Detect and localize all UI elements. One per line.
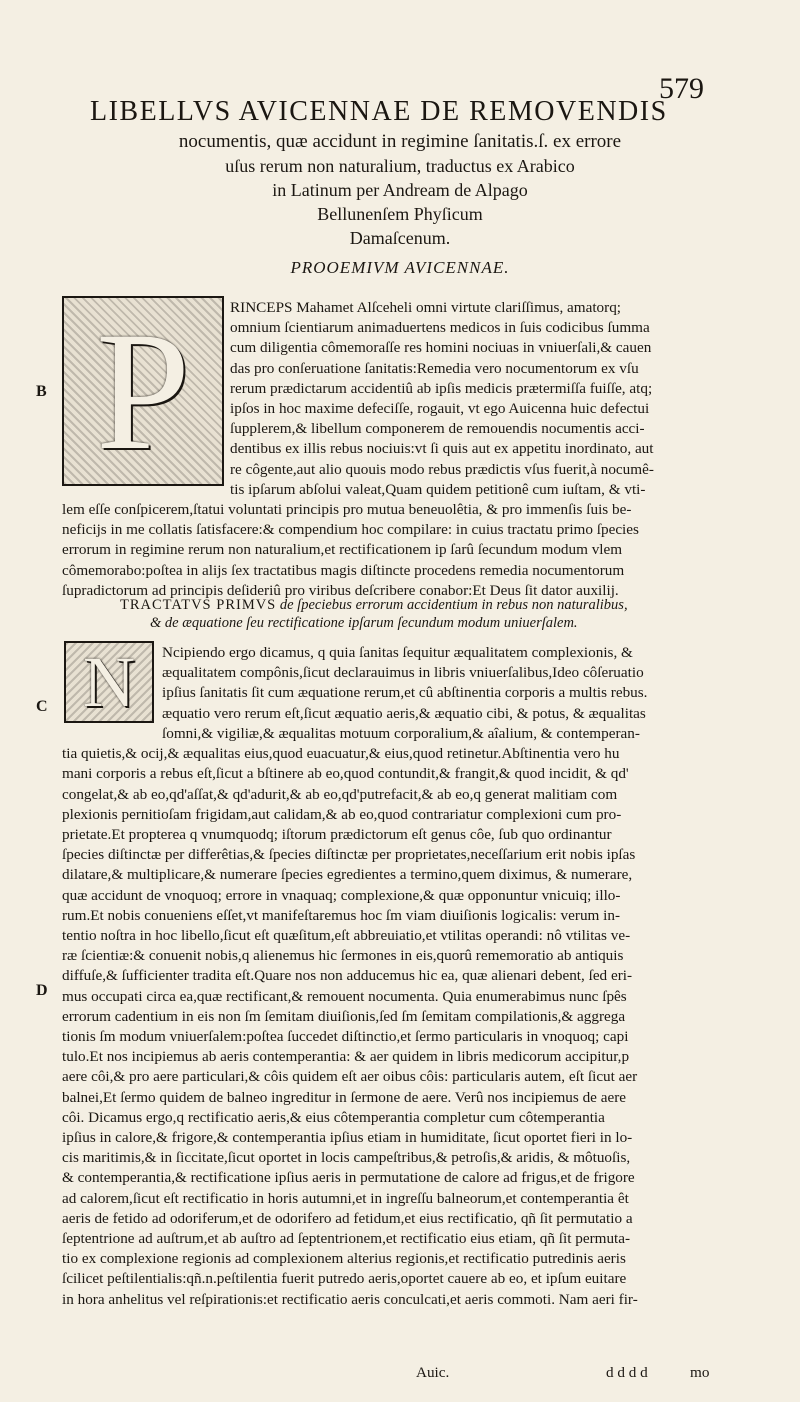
- text-line: diffuſe,& ſufficienter tradita eſt.Quare nos non adducemus hic ea, quæ alienari debent, ſed eri-: [62, 967, 633, 985]
- prooemium-text-indented: [230, 298, 730, 500]
- text-line: plexionis pernitioſam frigidam,aut calidam,& ab eo,quod contrariatur complexioni cum pro-: [62, 805, 622, 823]
- title-line: Bellunenſem Phyſicum: [317, 204, 483, 224]
- text-line: prietate.Et propterea q vnumquodq; iſtorum prædictorum eſt genus côe, ſub quo ordinantur: [62, 826, 612, 844]
- text-line: ſomni,& vigiliæ,& æqualitas motuum corporalium,& aîalium, & contemperan-: [162, 725, 640, 742]
- text-line: ipſius ſanitatis ſit cum æquatione rerum,et cû abſtinentia corporis a multis rebus.: [162, 684, 648, 702]
- tractatus-text-full: [62, 724, 742, 1310]
- catchword: mo: [690, 1364, 710, 1381]
- text-line: æqualitatem compônis,ſicut declarauimus in libris vniuerſalibus,Ideo côſeruatio: [162, 664, 644, 682]
- text-line: mani corporis a rebus eſt,ſicut a bſtinere ab eo,quod contundit,& frangit,& quod incidit, & qd': [62, 765, 629, 783]
- marginal-letter-d: D: [36, 982, 48, 999]
- decorated-initial-p: P: [62, 296, 224, 486]
- tractatus-subtitle: & de æquatione ſeu rectificatione ipſarum ſecundum modum uniuerſalem.: [150, 615, 578, 631]
- text-line: ſpecies diſtinctæ per differêtias,& ſpecies diſtinctæ per proprietates,neceſſarium erit nobis ipſas: [62, 846, 636, 864]
- text-line: tia quietis,& ocij,& æqualitas eius,quod euacuatur,& eius,quod retinetur.Abſtinentia vero hu: [62, 745, 620, 763]
- text-line: ſupplerem,& libellum componerem de remouendis nocumentis acci-: [230, 420, 645, 438]
- marginal-letter-b: B: [36, 383, 47, 400]
- text-line: ſupradictorum ad principis deſideriû pro viribus deſcribere conabor:Et Deus ſit dator auxilij.: [62, 581, 619, 599]
- page-number: 579: [659, 72, 704, 105]
- text-line: aere côi,& pro aere particulari,& côis quidem eſt aer oibus côis: particularis autem, eſt ſicut aer: [62, 1068, 638, 1086]
- text-line: tionis ſm modum vniuerſalem:poſtea ſuccedet diſtinctio,et ſermo particularis in vnoquoq; capi: [62, 1028, 629, 1046]
- tractatus-line-1: [120, 596, 720, 614]
- title-line: Damaſcenum.: [349, 228, 451, 248]
- text-line: omnium ſcientiarum animaduertens medicos in ſuis codicibus ſumma: [230, 319, 650, 337]
- title-heading: LIBELLVS AVICENNAE DE REMOVENDIS: [90, 96, 668, 127]
- text-line: tentio noſtra in hoc libello,ſicut eſt quæſitum,eſt abbreuiatio,et vtilitas operandi: nô vtilitas ve-: [62, 927, 631, 945]
- text-line: quæ accidunt de vnoquoq; errore in vnaquaq; complexione,& quæ opponuntur vnicuiq; illo-: [62, 886, 621, 904]
- text-line: errorum cadentium in eis non ſm ſemitam diuiſionis,ſed ſm ſemitam compilationis,& aggrega: [62, 1007, 626, 1025]
- tractatus-line-2: [120, 614, 720, 632]
- text-line: ræ ſcientiæ:& conuenit nobis,q alienemus hic ſermones in eis,quorû rememoratio ab antiquis: [62, 947, 624, 965]
- text-line: ſeptentrione ad auſtrum,et ab auſtro ad ſeptentrionem,et rectificatio eius etiam, qñ ſit permuta-: [62, 1230, 631, 1248]
- text-line: lem eſſe conſpicerem,ſtatui voluntati principis pro mutua beneuolêtia, & pro immenſis ſuis be-: [62, 501, 632, 518]
- tractatus-lead: TRACTATVS PRIMVS: [120, 597, 277, 613]
- text-line: cum diligentia cômemoraſſe res homini nociuas in vniuerſali,& cauen: [230, 339, 652, 357]
- marginal-letter-c: C: [36, 698, 48, 715]
- title-block: [90, 96, 710, 250]
- text-line: errorum in regimine rerum non naturalium,et rectificationem ip ſarû ſecundum modum vlem: [62, 541, 623, 559]
- tractatus-text-indented: [162, 643, 742, 724]
- text-line: cis maritimis,& in ſiccitate,ſicut oportet in locis campeſtribus,& petroſis,& aridis, & môtuoſis,: [62, 1149, 631, 1167]
- tractatus-title: de ſpeciebus errorum accidentium in rebus non naturalibus,: [279, 597, 628, 613]
- text-line: re côgente,aut alio quouis modo rebus prædictis vſus fuerit,à nocumê-: [230, 460, 654, 478]
- text-line: tulo.Et nos incipiemus ab aeris contemperantia: & aer quidem in libris medicorum accipitur,p: [62, 1048, 630, 1066]
- prooemium-text-full: [62, 500, 742, 601]
- text-line: cômemorabo:poſtea in alijs ſex tractatibus magis diſtincte procedens remedia nocumentorum: [62, 561, 625, 579]
- text-line: dentibus ex illis rebus nociuis:vt ſi quis aut ex appetitu inordinato, aut: [230, 440, 654, 458]
- text-line: ad calorem,ſicut eſt rectificatio in horis autumni,et in ingreſſu balneorum,et contemperantia êt: [62, 1189, 629, 1207]
- title-line: uſus rerum non naturalium, traductus ex Arabico: [225, 156, 575, 176]
- title-line: nocumentis, quæ accidunt in regimine ſanitatis.ſ. ex errore: [178, 131, 622, 152]
- signature-mark: d d d d: [606, 1364, 648, 1381]
- text-line: das pro conſeruatione ſanitatis:Remedia vero nocumentorum ex vſu: [230, 359, 639, 377]
- text-line: congelat,& ab eo,qd'aſſat,& qd'adurit,& ab eo,qd'putrefacit,& ab eo,q generat malitiam com: [62, 785, 618, 803]
- text-line: rum.Et nobis conueniens eſſet,vt manifeſtaremus hoc ſm viam diuiſionis logicalis: verum in-: [62, 906, 621, 924]
- text-line: aeris de fetido ad odoriferum,et de odorifero ad fetidum,et eius rectificatio, qñ ſit permutatio a: [62, 1209, 633, 1227]
- text-line: æquatio vero rerum eſt,ſicut æquatio aeris,& æquatio cibi, & potus, & æqualitas: [162, 704, 646, 722]
- text-line: côi. Dicamus ergo,q rectificatio aeris,& eius côtemperantia completur cum côtemperantia: [62, 1108, 605, 1126]
- text-line: neficijs in me collatis ſatisfacere:& compendium hoc compilare: in cuius tractatu primo ſpecies: [62, 521, 639, 539]
- text-line: rerum prædictarum accidentiû ab ipſis medicis prætermiſſa fuiſſe, atq;: [230, 379, 653, 397]
- text-line: balnei,Et ſermo quidem de balneo ingreditur in ſermone de aere. Verû nos incipiemus de aere: [62, 1088, 626, 1106]
- text-line: mus occupati circa ea,quæ rectificant,& remouent nocumenta. Quia enumerabimus nunc ſpês: [62, 987, 627, 1005]
- text-line: & contemperantia,& rectificatione ipſius aeris in permutatione de calore ad frigus,et de frigore: [62, 1169, 635, 1187]
- text-line: Ncipiendo ergo dicamus, q quia ſanitas ſequitur æqualitatem complexionis, &: [162, 644, 633, 661]
- text-line: RINCEPS Mahamet Alſceheli omni virtute clariſſimus, amatorq;: [230, 299, 622, 316]
- text-line: dilatare,& multiplicare,& numerare ſpecies egredientes a termino,quem diximus, & numerare,: [62, 866, 633, 884]
- prooemium-heading: PROOEMIVM AVICENNAE.: [290, 258, 510, 277]
- text-line: tio ex complexione regionis ad complexionem alterius regionis,et rectificatio putredinis aeris: [62, 1250, 626, 1268]
- text-line: ipſius in calore,& frigore,& contemperantia ipſius etiam in humiditate, ſicut oportet fieri in lo-: [62, 1129, 633, 1147]
- text-line: ipſos in hoc maxime defeciſſe, rogauit, vt ego Auicenna huic defectui: [230, 400, 650, 418]
- text-line: ſcilicet peſtilentialis:qñ.n.peſtilentia fuerit putredo aeris,oportet cauere ab eo, et ipſum euitare: [62, 1270, 627, 1288]
- text-line: tis ipſarum abſolui valeat,Quam quidem petitionê cum iuſtam, & vti-: [230, 480, 646, 498]
- text-line: in hora anhelitus vel reſpirationis:et rectificatio aeris conculcati,et aeris commoti. Nam aeri fir-: [62, 1290, 638, 1308]
- tractatus-heading: [120, 596, 720, 632]
- title-line: in Latinum per Andream de Alpago: [272, 180, 528, 200]
- decorated-initial-n: N: [64, 641, 154, 723]
- running-footer: Auic.: [416, 1364, 450, 1381]
